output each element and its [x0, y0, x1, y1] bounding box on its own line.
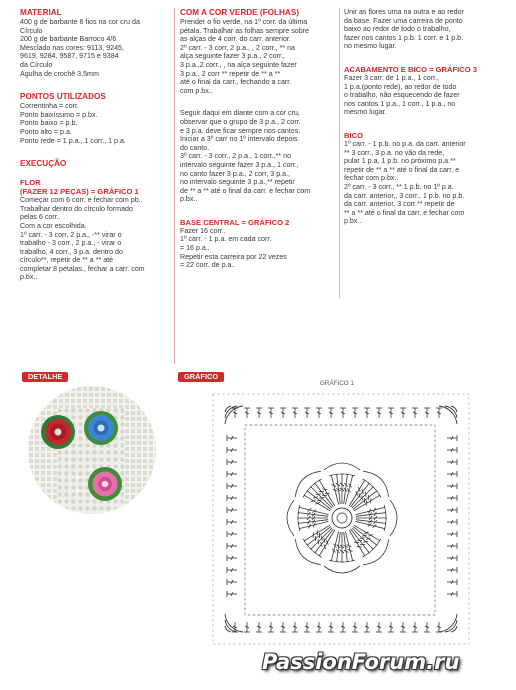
- column-2: [180, 8, 338, 270]
- flor-line: Com a cor escolhida.: [20, 221, 87, 230]
- material-line: Mesclado nas cores: 9113, 9245,: [20, 43, 124, 52]
- folhas-line: do canto.: [180, 143, 210, 152]
- acabamento-line: 1 p.a.(ponto rede), ao redor de todo: [344, 82, 457, 91]
- base-line: 1º carr. - 1 p.a. em cada corr.: [180, 235, 272, 244]
- detail-photo-illustration: [28, 386, 156, 514]
- acabamento-steps: [344, 74, 504, 117]
- unir-paragraph: [344, 8, 504, 51]
- bico-line: pular 1 p.a, 1 p.b. no próximo p.a.**: [344, 157, 456, 166]
- blue-flower-icon: [84, 411, 118, 445]
- unir-line: fazer nos cantos 1 p.b. 1 corr. e 1 p.b.: [344, 33, 464, 42]
- material-line: da Círculo: [20, 60, 53, 69]
- grafico-label: GRÁFICO: [178, 372, 224, 382]
- bico-line: repetir de ** a ** até o final da carr. e: [344, 165, 460, 174]
- folhas-line: no intervalo seguinte 3 p.a.,** repetir: [180, 178, 295, 187]
- bico-line: p.bx..: [344, 217, 362, 226]
- flor-line: Começar com 6 corr. e fechar com pb..: [20, 196, 143, 205]
- flor-line: Trabalhar dentro do círculo formado: [20, 204, 133, 213]
- folhas-line: pétala. Trabalhar as folhas sempre sobre: [180, 26, 309, 35]
- pontos-line: Ponto rede = 1 p.a., 1 corr., 1 p.a.: [20, 136, 126, 145]
- folhas-line: alça seguinte fazer 3 p.a., 2 corr.,: [180, 52, 285, 61]
- folhas-heading: COM A COR VERDE (FOLHAS): [180, 8, 300, 17]
- folhas-line: até o final da carr., fechando a carr.: [180, 78, 292, 87]
- detalhe-label: DETALHE: [22, 372, 68, 382]
- folhas-line: as alças de 4 corr. do carr. anterior.: [180, 35, 291, 44]
- unir-line: Unir as flores uma na outra e ao redor: [344, 8, 464, 16]
- base-line: = 16 p.a..: [180, 244, 210, 253]
- folhas-line: intervalo seguinte fazer 3 p.a., 1 corr.,: [180, 160, 299, 169]
- unir-line: baixo ao redor de todo o trabalho,: [344, 25, 451, 34]
- bico-line: da carr. anterior,, 3 corr., 1 p.b. no p.b.: [344, 191, 465, 200]
- bico-line: fechar com p.bx..: [344, 174, 399, 183]
- acabamento-heading: ACABAMENTO E BICO = GRÁFICO 3: [344, 64, 477, 74]
- pontos-heading: PONTOS UTILIZADOS: [20, 92, 106, 102]
- flor-subheading-2: (FAZER 12 PEÇAS) = GRÁFICO 1: [20, 187, 139, 197]
- flor-line: completar 8 pétalas., fechar a carr. com: [20, 264, 145, 273]
- flor-line: pelas 6 corr..: [20, 213, 61, 222]
- watermark: PassionForum.ru: [262, 650, 460, 674]
- column-divider-2: [339, 8, 340, 298]
- bico-line: 2º carr. - 3 corr., ** 1 p.b. no 1º p.a.: [344, 182, 454, 191]
- bico-steps: [344, 140, 504, 226]
- base-line: = 22 corr. de p.a..: [180, 261, 236, 270]
- red-flower-icon: [41, 415, 75, 449]
- unir-line: da base. Fazer uma carreira de ponto: [344, 16, 463, 25]
- material-line: 9619, 9284, 9587, 9715 e 9384: [20, 52, 119, 61]
- pontos-line: Ponto baixo = p.b.: [20, 119, 78, 128]
- column-3: [344, 8, 504, 226]
- folhas-line: 2º carr. - 3 corr, 2 p.a., , 2 corr., ** na: [180, 43, 295, 52]
- base-heading: BASE CENTRAL = GRÁFICO 2: [180, 217, 290, 227]
- bico-line: ** 3 corr., 3 p.a. no vão da rede,: [344, 148, 445, 157]
- folhas-steps-2: [180, 109, 338, 204]
- folhas-line: p.bx..: [180, 195, 198, 204]
- detail-photo: [28, 386, 156, 514]
- bico-line: 1º carr. - 1 p.b. no p.a. da carr. anterior: [344, 139, 466, 148]
- acabamento-line: nos cantos 1 p.a., 1 corr., 1 p.a., no: [344, 99, 456, 108]
- execucao-heading: EXECUÇÃO: [20, 159, 67, 169]
- folhas-line: com p.bx..: [180, 86, 213, 95]
- base-line: Repetir esta carreira por 22 vezes: [180, 252, 287, 261]
- folhas-line: Seguir daqui em diante com a cor cru,: [180, 109, 300, 118]
- column-1: [20, 8, 170, 282]
- folhas-line: Iniciar a 3º carr no 1º intervalo depois: [180, 135, 298, 144]
- flor-line: trabalho, 4 corr., 3 p.a. dentro do: [20, 247, 123, 256]
- bico-line: ** a ** até o final da carr. e fechar com: [344, 208, 465, 217]
- column-divider-1: [174, 8, 175, 364]
- pink-flower-icon: [88, 467, 122, 501]
- material-heading: MATERIAL: [20, 8, 62, 17]
- base-line: Fazer 16 corr..: [180, 226, 226, 235]
- folhas-line: 3 p.a.,2 corr., , na alça seguinte fazer: [180, 60, 297, 69]
- bico-line: da carr. anterior, 3 corr.** repetir de: [344, 200, 455, 209]
- flor-steps: [20, 196, 170, 282]
- flor-subheading: FLOR: [20, 178, 41, 188]
- pontos-line: Ponto baixíssimo = p.bx.: [20, 110, 98, 119]
- flor-line: círculo**, repetir de ** a ** até: [20, 256, 114, 265]
- acabamento-line: o trabalho, não esquecendo de fazer: [344, 91, 460, 100]
- unir-line: no mesmo lugar.: [344, 42, 397, 51]
- material-list: [20, 18, 170, 78]
- acabamento-line: Fazer 3 carr. de 1 p.a., 1 corr.,: [344, 73, 440, 82]
- folhas-line: no canto fazer 3 p.a., 2 corr, 3 p.a.,: [180, 169, 291, 178]
- bico-heading: BICO: [344, 130, 363, 140]
- folhas-line: de ** a ** até o final da carr. e fechar com: [180, 186, 311, 195]
- acabamento-line: mesmo lugar.: [344, 108, 387, 117]
- folhas-line: Prender o fio verde, na 1º corr. da última: [180, 18, 308, 26]
- flor-line: trabalho - 3 corr., 2 p.a., - virar o: [20, 239, 122, 248]
- chart-caption: GRÁFICO 1: [320, 380, 354, 387]
- material-line: 200 g de barbante Barroco 4/6: [20, 35, 117, 44]
- folhas-line: 3º carr. - 3 corr., 2 p.a., 1 corr.,** no: [180, 152, 292, 161]
- folhas-steps: [180, 18, 338, 95]
- pontos-line: Correntinha = corr.: [20, 102, 79, 111]
- folhas-line: 3 p.a., 2 corr ** repetir de ** a **: [180, 69, 281, 78]
- folhas-line: e 3 p.a. deve ficar sempre nos cantos.: [180, 126, 301, 135]
- crochet-diagram: [205, 390, 483, 648]
- base-steps: [180, 227, 338, 270]
- flor-line: p.bx..: [20, 273, 38, 282]
- material-line: Agulha de crochê 3,5mm: [20, 69, 99, 78]
- pontos-list: [20, 102, 170, 145]
- pontos-line: Ponto alto = p.a.: [20, 127, 72, 136]
- flor-line: 1º carr. - 3 corr, 2 p.a., -** virar o: [20, 230, 122, 239]
- material-line: Círculo: [20, 26, 43, 35]
- material-line: 400 g de barbante 6 fios na cor cru da: [20, 18, 140, 26]
- folhas-line: observar que o grupo de 3 p.a., 2 corr.: [180, 117, 301, 126]
